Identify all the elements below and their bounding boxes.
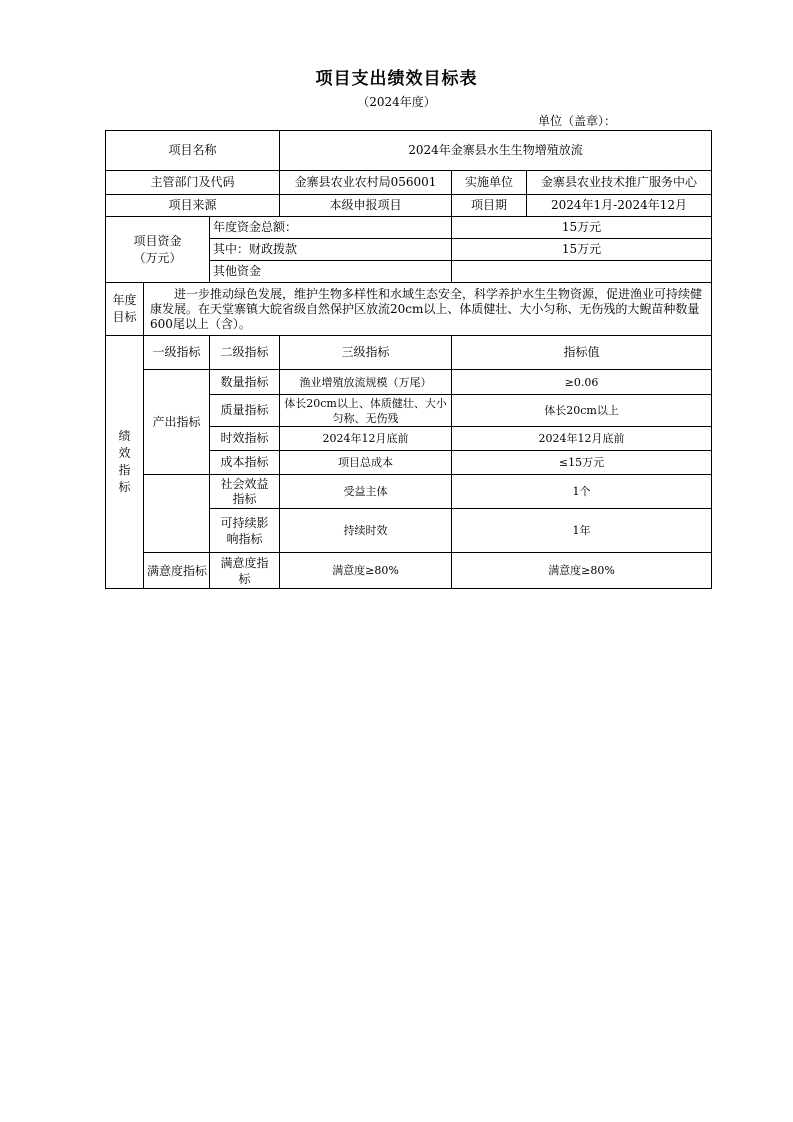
indicator-value: 体长20cm以上 [452,395,712,427]
project-name-label: 项目名称 [106,131,280,171]
indicator-level2: 时效指标 [210,427,280,451]
project-name-value: 2024年金寨县水生生物增殖放流 [280,131,712,171]
indicator-value: 满意度≥80% [452,553,712,589]
other-funds-label: 其他资金 [210,261,452,283]
implementing-unit-value: 金寨县农业技术推广服务中心 [527,171,712,195]
project-source-label: 项目来源 [106,195,280,217]
indicator-row [106,370,712,395]
indicator-level2 [210,553,280,589]
benefit-indicators-label [144,475,210,553]
indicator-value: ≥0.06 [452,370,712,395]
indicator-level2: 质量指标 [210,395,280,427]
fiscal-allocation-value: 15万元 [452,239,712,261]
indicator-level3: 2024年12月底前 [280,427,452,451]
indicator-level2 [210,509,280,553]
indicator-level3: 项目总成本 [280,451,452,475]
indicator-level3: 体长20cm以上、体质健壮、大小匀称、无伤残 [280,395,452,427]
satisfaction-indicators-label [144,553,210,589]
annual-goal-text: 进一步推动绿色发展，维护生物多样性和水域生态安全，科学养护水生生物资源，促进渔业可持续健康发展。在天堂寨镇大皖省级自然保护区放流20cm以上、体质健壮、大小匀称、无伤残的大鲵苗种数量600尾以上（含）。 [144,283,712,336]
annual-goal-label-text: 年度目标 [112,293,137,324]
indicator-level3: 持续时效 [280,509,452,553]
performance-indicators-label [106,336,144,589]
indicator-row [106,475,712,509]
department-value: 金寨县农业农村局056001 [280,171,452,195]
header-level1: 一级指标 [144,336,210,370]
indicator-level2-text: 可持续影响指标 [220,515,269,546]
indicator-value: 1个 [452,475,712,509]
project-period-label: 项目期 [452,195,527,217]
indicator-level3: 渔业增殖放流规模（万尾） [280,370,452,395]
fiscal-allocation-label: 其中：财政拨款 [210,239,452,261]
annual-total-value: 15万元 [452,217,712,239]
indicator-level2: 数量指标 [210,370,280,395]
indicator-level2 [210,475,280,509]
indicator-value: ≤15万元 [452,451,712,475]
annual-goal-label [106,283,144,336]
header-level2: 二级指标 [210,336,280,370]
project-period-value: 2024年1月-2024年12月 [527,195,712,217]
indicator-level2: 成本指标 [210,451,280,475]
indicator-level2-text: 满意度指标 [220,555,269,586]
performance-indicators-text: 绩效指标 [118,429,131,494]
annual-total-label: 年度资金总额： [210,217,452,239]
header-value: 指标值 [452,336,712,370]
department-label: 主管部门及代码 [106,171,280,195]
implementing-unit-label: 实施单位 [452,171,527,195]
department-row [106,171,712,195]
other-funds-value [452,261,712,283]
annual-goal-row [106,283,712,336]
output-indicators-label: 产出指标 [144,370,210,475]
indicator-row [106,553,712,589]
indicator-level3: 满意度≥80% [280,553,452,589]
header-level3: 三级指标 [280,336,452,370]
page-title: 项目支出绩效目标表 [315,69,478,89]
indicator-value: 1年 [452,509,712,553]
performance-goal-table [105,130,712,589]
project-funds-label [106,217,210,283]
indicator-level2-text: 社会效益指标 [220,476,269,506]
indicator-value: 2024年12月底前 [452,427,712,451]
project-funds-label-text: 项目资金（万元） [133,233,182,265]
year-subtitle: （2024年度） [357,95,436,109]
funds-total-row [106,217,712,239]
project-source-value: 本级申报项目 [280,195,452,217]
indicator-level3: 受益主体 [280,475,452,509]
satisfaction-indicators-text: 满意度指标 [147,563,208,578]
indicator-header-row [106,336,712,370]
unit-stamp-label: 单位（盖章）： [538,114,617,128]
project-name-row [106,131,712,171]
source-row [106,195,712,217]
